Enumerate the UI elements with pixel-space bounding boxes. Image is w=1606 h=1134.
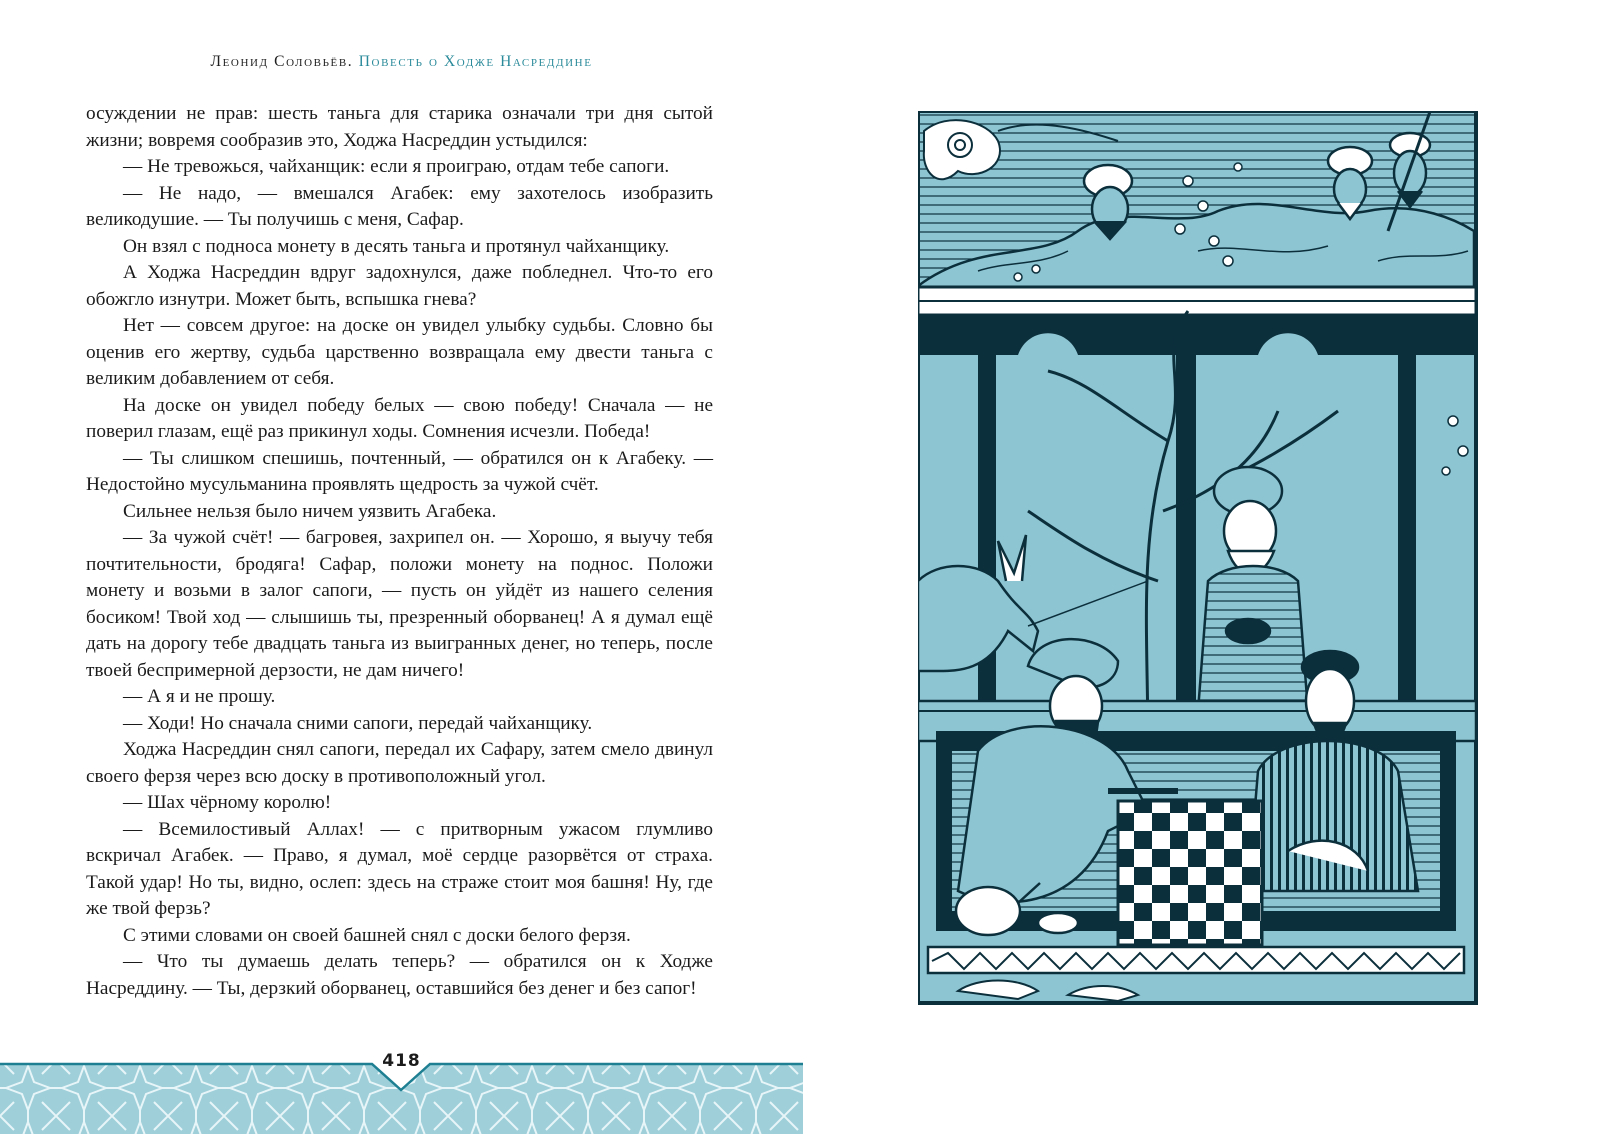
paragraph: Ходжа Насреддин снял сапоги, передал их Сафару, затем смело двинул своего ферзя через всю доску в противоположный угол. (86, 739, 713, 787)
paragraph: — Не тревожься, чайханщик: если я проиграю, отдам тебе сапоги. (123, 156, 670, 177)
paragraph: — Шах чёрному королю! (123, 792, 332, 813)
paragraph: — За чужой счёт! — багровея, захрипел он. — Хорошо, я выучу тебя почтительности, бродяга! Сафар, положи монету на поднос. Положи монету и возьми в залог сапоги, — пусть он уйдёт из нашего селения босиком! Твой ход — слышишь ты, презренный оборванец! А я думал ещё дать на дорогу тебе двадцать таньга из выигранных денег, но теперь, после твоей беспримерной дерзости, не дам ничего! (86, 527, 713, 681)
paragraph: А Ходжа Насреддин вдруг задохнулся, даже побледнел. Что-то его обожгло изнутри. Может быть, вспышка гнева? (86, 262, 713, 310)
paragraph: Сильнее нельзя было ничем уязвить Агабека. (123, 500, 497, 522)
chessboard (1118, 801, 1262, 945)
header-title: Повесть о Ходже Насреддине (358, 53, 593, 70)
body-text (86, 101, 713, 1002)
footer-ornament-band (0, 1060, 803, 1134)
paragraph: С этими словами он своей башней снял с доски белого ферзя. (123, 924, 631, 946)
paragraph: — А я и не прошу. (123, 686, 276, 707)
paragraph: — Ходи! Но сначала сними сапоги, передай чайханщику. (123, 712, 593, 734)
page-number: 418 (382, 1051, 421, 1071)
paragraph: — Не надо, — вмешался Агабек: ему захотелось изобразить великодушие. — Ты получишь с меня, Сафар. (86, 182, 713, 230)
chess-game-illustration (918, 111, 1492, 1015)
header-author: Леонид Соловьёв. (210, 53, 354, 70)
paragraph: — Всемилостивый Аллах! — с притворным ужасом глумливо вскричал Агабек. — Право, я думал, моё сердце разорвётся от страха. Такой удар! Но ты, видно, ослеп: здесь на страже стоит моя башня! Ну, где же твой ферзь? (86, 818, 713, 919)
paragraph: Нет — совсем другое: на доске он увидел улыбку судьбы. Словно бы оценив его жертву, судьба царственно возвращала ему двести таньга с великим добавлением от себя. (86, 315, 713, 389)
paragraph: Он взял с подноса монету в десять таньга и протянул чайханщику. (123, 235, 670, 257)
running-header (0, 53, 803, 71)
paragraph: — Ты слишком спешишь, почтенный, — обратился он к Агабеку. — Недостойно мусульманина проявлять щедрость за чужой счёт. (86, 447, 713, 495)
paragraph: На доске он увидел победу белых — свою победу! Сначала — не поверил глазам, ещё раз прикинул ходы. Сомнения исчезли. Победа! (86, 394, 713, 442)
paragraph: — Что ты думаешь делать теперь? — обратился он к Ходже Насреддину. — Ты, дерзкий оборванец, оставшийся без денег и без сапог! (86, 951, 713, 999)
paragraph: осуждении не прав: шесть таньга для старика означали три дня сытой жизни; вовремя сообразив это, Ходжа Насреддин устыдился: (86, 103, 713, 151)
